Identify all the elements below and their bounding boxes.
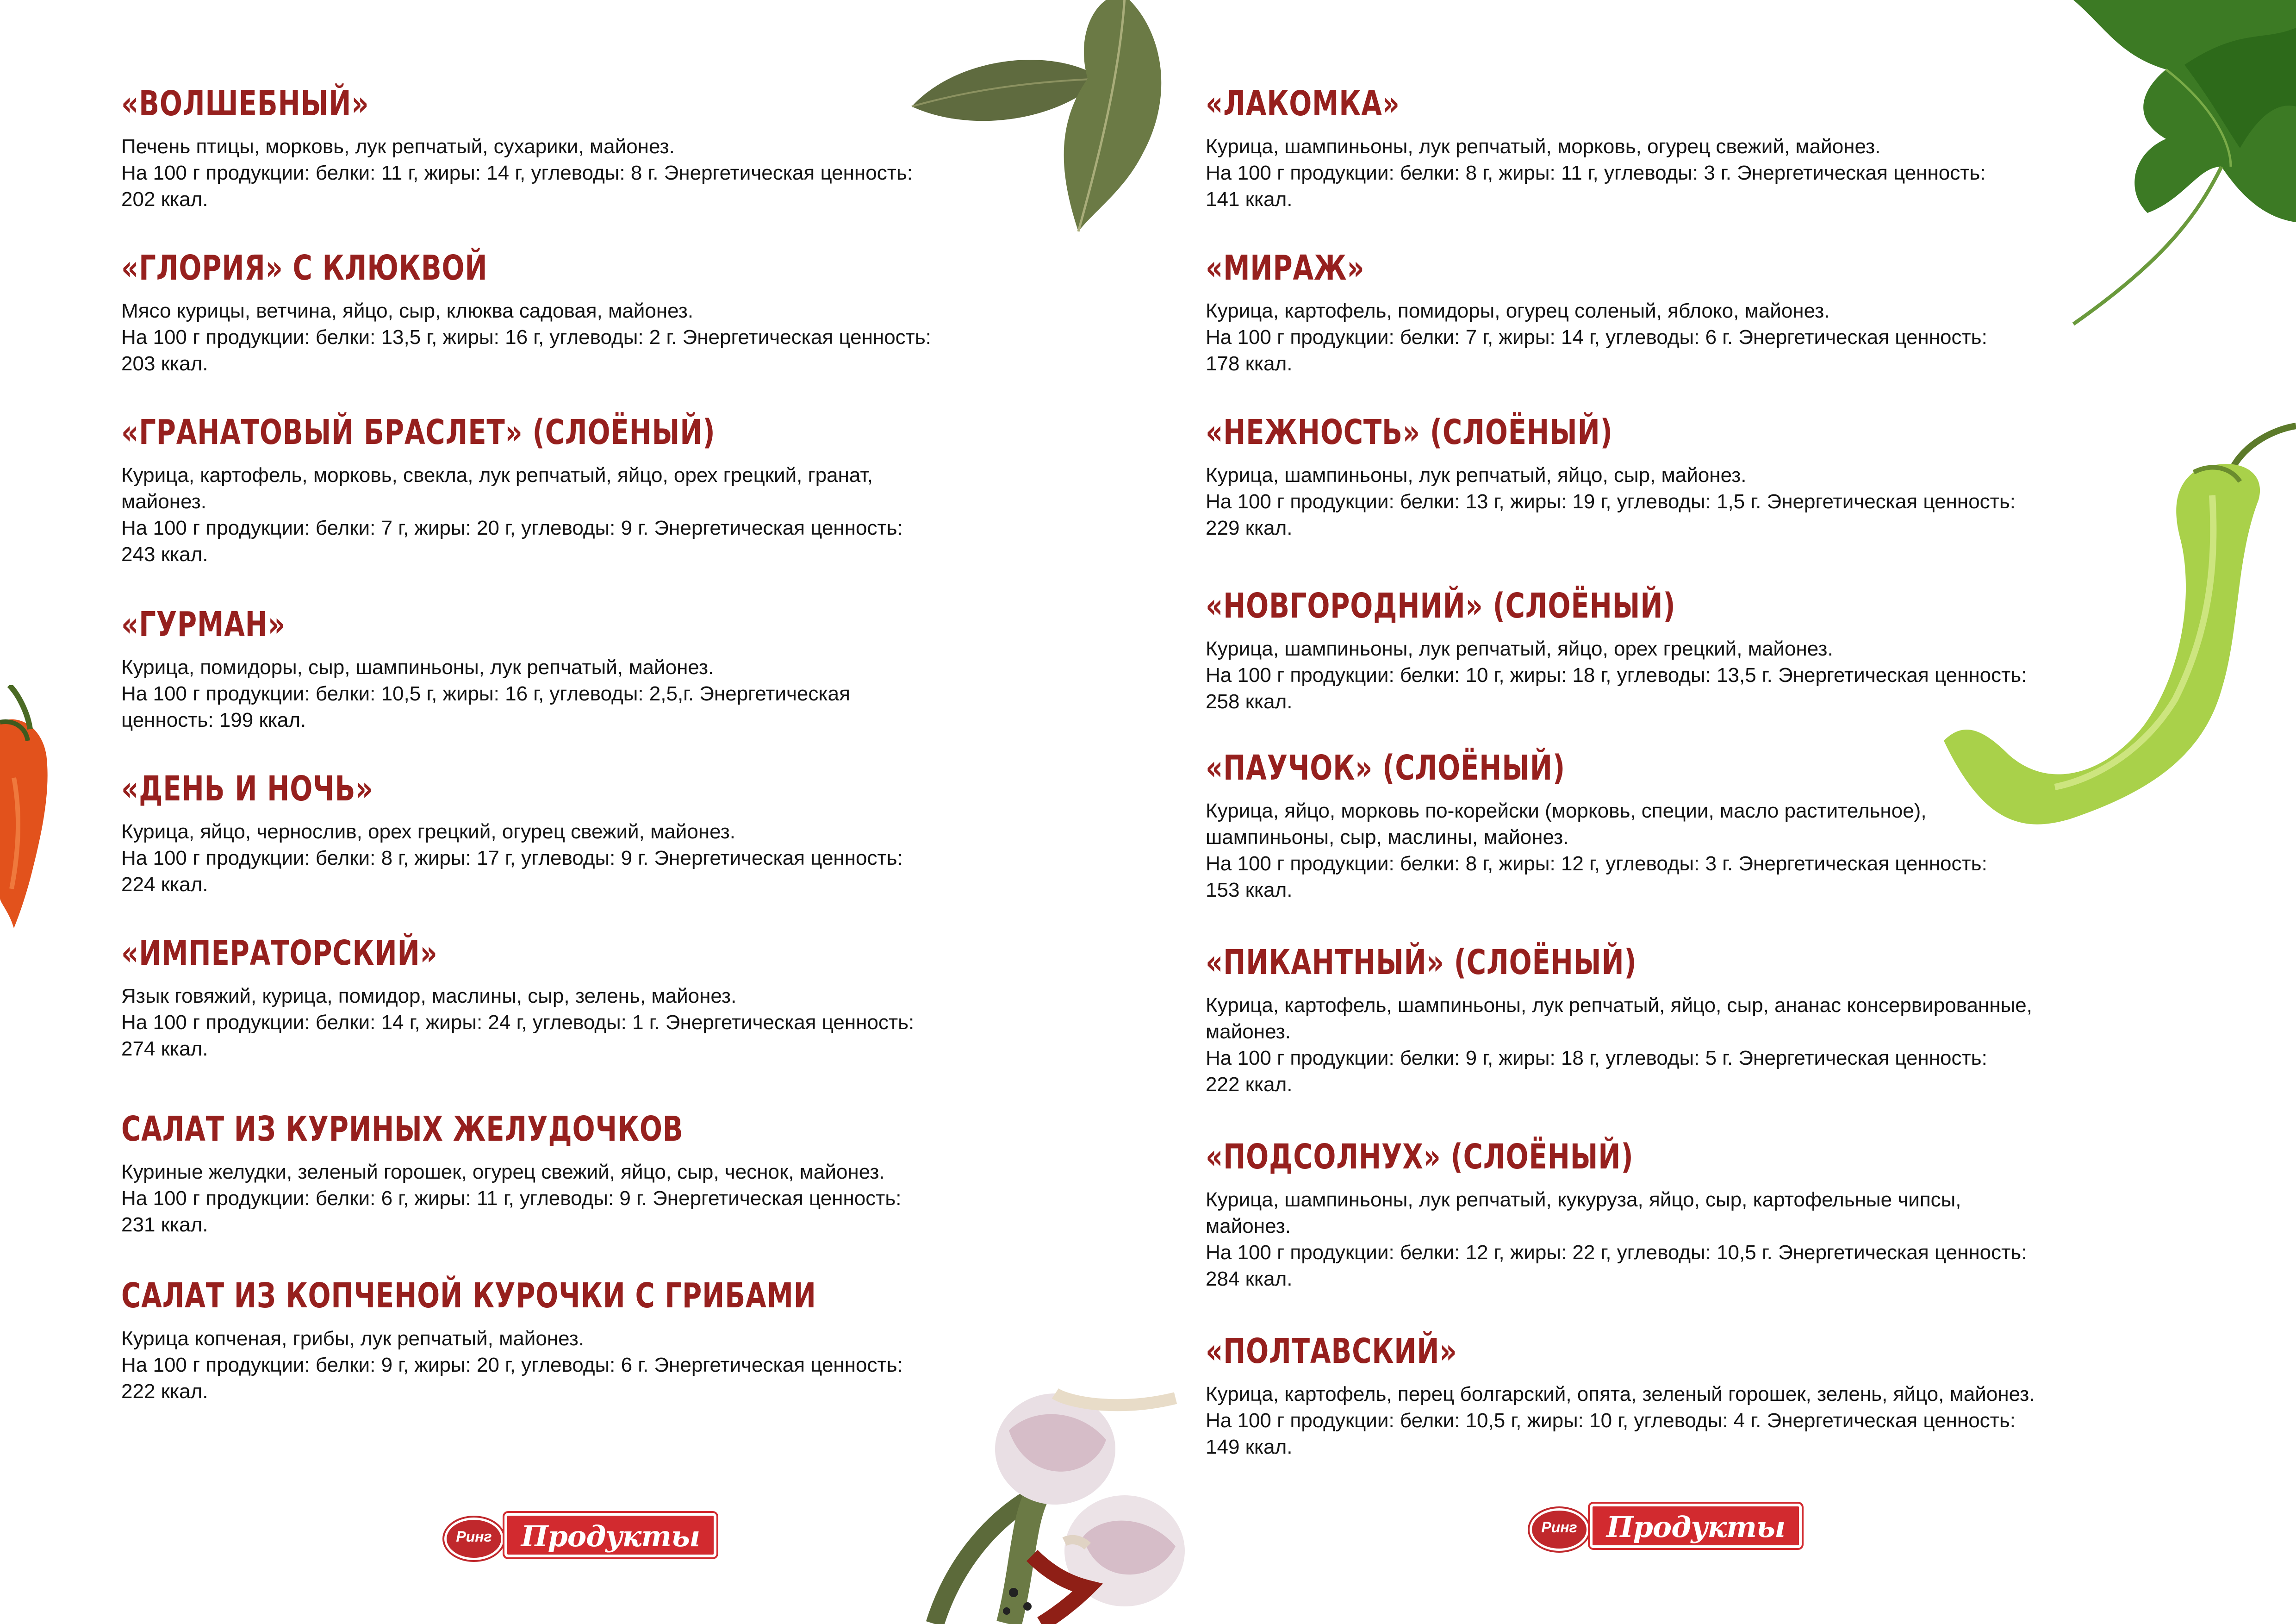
salad-item-kurinye-zheludochki xyxy=(121,1109,1116,1238)
salad-description: Курица, шампиньоны, лук репчатый, морковь, огурец свежий, майонез. На 100 г продукции: белки: 8 г, жиры: 11 г, углеводы: 3 г. Энергетическая ценность: 141 ккал. xyxy=(1206,135,1986,211)
salad-item-gloria xyxy=(121,248,1116,377)
salad-description: Курица, шампиньоны, лук репчатый, яйцо, сыр, майонез. На 100 г продукции: белки: 13 г, жиры: 19 г, углеводы: 1,5 г. Энергетическая ценность: 229 ккал. xyxy=(1206,464,2016,539)
green-chili-icon xyxy=(1935,421,2296,838)
bay-leaf-icon xyxy=(902,0,1180,241)
salad-item-pikantny xyxy=(1206,942,2201,1098)
salad-description: Печень птицы, морковь, лук репчатый, сухарики, майонез. На 100 г продукции: белки: 11 г, жиры: 14 г, углеводы: 8 г. Энергетическая ценность: 202 ккал. xyxy=(121,135,913,211)
salad-description: Курица, картофель, помидоры, огурец соленый, яблоко, майонез. На 100 г продукции: белки: 7 г, жиры: 14 г, углеводы: 6 г. Энергетическая ценность: 178 ккал. xyxy=(1206,300,1987,375)
salad-title: «ПОЛТАВСКИЙ» xyxy=(1206,1331,1457,1371)
salad-title: «ГЛОРИЯ» С КЛЮКВОЙ xyxy=(121,248,488,288)
salad-description: Мясо курицы, ветчина, яйцо, сыр, клюква садовая, майонез. На 100 г продукции: белки: 13,5 г, жиры: 16 г, углеводы: 2 г. Энергетическая ценность: 203 ккал. xyxy=(121,300,931,375)
salad-title: «ЛАКОМКА» xyxy=(1206,84,1400,124)
salad-title: «ПОДСОЛНУХ» (СЛОЁНЫЙ) xyxy=(1206,1137,1634,1177)
salad-title: «ВОЛШЕБНЫЙ» xyxy=(121,84,369,124)
salad-description: Куриные желудки, зеленый горошек, огурец свежий, яйцо, сыр, чеснок, майонез. На 100 г продукции: белки: 6 г, жиры: 11 г, углеводы: 9 г. Энергетическая ценность: 231 ккал. xyxy=(121,1161,902,1236)
salad-title: «НОВГОРОДНИЙ» (СЛОЁНЫЙ) xyxy=(1206,586,1676,626)
salad-title: «МИРАЖ» xyxy=(1206,248,1365,288)
salad-description: Курица, яйцо, морковь по-корейски (морковь, специи, масло растительное), шампиньоны, сыр, маслины, майонез. На 100 г продукции: белки: 8 г, жиры: 12 г, углеводы: 3 г. Энергетическая ценность: 153 ккал. xyxy=(1206,800,1987,901)
garlic-icon xyxy=(916,1370,1268,1624)
ring-logo-badge: Ринг xyxy=(1530,1508,1589,1551)
salad-item-gurman xyxy=(121,604,1116,733)
orange-pepper-icon xyxy=(0,685,51,931)
salad-description: Курица, шампиньоны, лук репчатый, кукуруза, яйцо, сыр, картофельные чипсы, майонез. На 100 г продукции: белки: 12 г, жиры: 22 г, углеводы: 10,5 г. Энергетическая ценность: 284 ккал. xyxy=(1206,1188,2027,1290)
salad-title: САЛАТ ИЗ КУРИНЫХ ЖЕЛУДОЧКОВ xyxy=(121,1109,684,1149)
salad-item-poltavsky xyxy=(1206,1331,2201,1460)
salad-description: Курица, помидоры, сыр, шампиньоны, лук репчатый, майонез. На 100 г продукции: белки: 10,5 г, жиры: 16 г, углеводы: 2,5,г. Энергетическая ценность: 199 ккал. xyxy=(121,656,850,731)
ring-produkty-logo xyxy=(1530,1500,1807,1552)
salad-item-imperatorsky xyxy=(121,933,1116,1062)
salad-title: «ИМПЕРАТОРСКИЙ» xyxy=(121,933,438,973)
salad-item-podsolnukh xyxy=(1206,1137,2201,1292)
produkty-logo-plate: Продукты xyxy=(504,1513,716,1557)
salad-title: «ГУРМАН» xyxy=(121,605,286,644)
salad-item-den-i-noch xyxy=(121,768,1116,898)
salad-title: «ПАУЧОК» (СЛОЁНЫЙ) xyxy=(1206,748,1566,788)
salad-description: Курица, шампиньоны, лук репчатый, яйцо, орех грецкий, майонез. На 100 г продукции: белки: 10 г, жиры: 18 г, углеводы: 13,5 г. Энергетическая ценность: 258 ккал. xyxy=(1206,637,2027,713)
salad-title: САЛАТ ИЗ КОПЧЕНОЙ КУРОЧКИ С ГРИБАМИ xyxy=(121,1276,816,1316)
salad-description: Курица, картофель, морковь, свекла, лук репчатый, яйцо, орех грецкий, гранат, майонез. На 100 г продукции: белки: 7 г, жиры: 20 г, углеводы: 9 г. Энергетическая ценность: 243 ккал. xyxy=(121,464,903,566)
salad-item-granatovy-braslet xyxy=(121,412,1116,568)
produkty-logo-plate: Продукты xyxy=(1590,1504,1802,1548)
salad-title: «ДЕНЬ И НОЧЬ» xyxy=(121,769,373,809)
parsley-icon xyxy=(2046,0,2296,333)
salad-description: Курица, яйцо, чернослив, орех грецкий, огурец свежий, майонез. На 100 г продукции: белки: 8 г, жиры: 17 г, углеводы: 9 г. Энергетическая ценность: 224 ккал. xyxy=(121,820,903,896)
salad-title: «ГРАНАТОВЫЙ БРАСЛЕТ» (СЛОЁНЫЙ) xyxy=(121,412,716,452)
ring-logo-badge: Ринг xyxy=(444,1518,504,1560)
salad-description: Курица, картофель, шампиньоны, лук репчатый, яйцо, сыр, ананас консервированные, майонез. На 100 г продукции: белки: 9 г, жиры: 18 г, углеводы: 5 г. Энергетическая ценность: 222 ккал. xyxy=(1206,994,2032,1096)
salad-description: Курица копченая, грибы, лук репчатый, майонез. На 100 г продукции: белки: 9 г, жиры: 20 г, углеводы: 6 г. Энергетическая ценность: 222 ккал. xyxy=(121,1327,903,1403)
salad-description: Язык говяжий, курица, помидор, маслины, сыр, зелень, майонез. На 100 г продукции: белки: 14 г, жиры: 24 г, углеводы: 1 г. Энергетическая ценность: 274 ккал. xyxy=(121,985,915,1060)
salad-title: «НЕЖНОСТЬ» (СЛОЁНЫЙ) xyxy=(1206,412,1613,452)
salad-description: Курица, картофель, перец болгарский, опята, зеленый горошек, зелень, яйцо, майонез. На 100 г продукции: белки: 10,5 г, жиры: 10 г, углеводы: 4 г. Энергетическая ценность: 149 ккал. xyxy=(1206,1383,2035,1458)
ring-produkty-logo xyxy=(444,1509,722,1561)
salad-title: «ПИКАНТНЫЙ» (СЛОЁНЫЙ) xyxy=(1206,943,1637,982)
